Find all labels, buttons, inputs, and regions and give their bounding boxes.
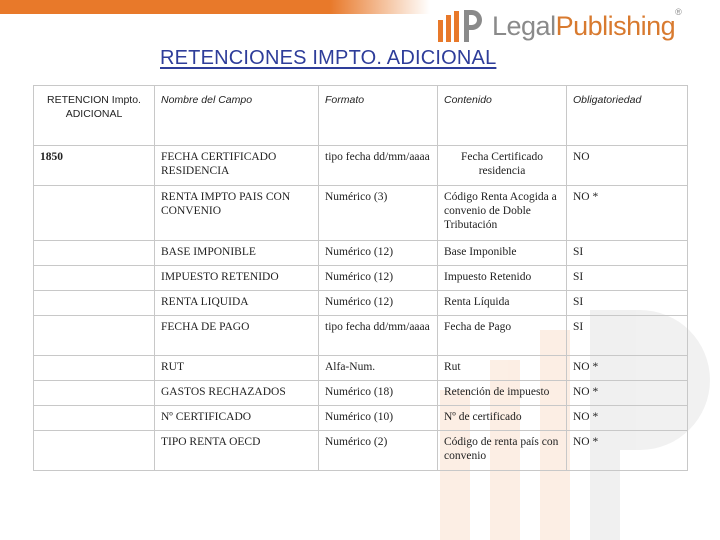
table-row (34, 406, 688, 431)
cell-campo: RENTA LIQUIDA (155, 291, 319, 316)
cell-campo: FECHA CERTIFICADO RESIDENCIA (155, 146, 319, 186)
table-row (34, 381, 688, 406)
registered-mark: ® (675, 6, 682, 17)
cell-formato: Numérico (3) (319, 186, 438, 241)
cell-campo: IMPUESTO RETENIDO (155, 266, 319, 291)
cell-contenido: Código de renta país con convenio (438, 431, 567, 471)
cell-formato: Alfa-Num. (319, 356, 438, 381)
retencion-code: 1850 (34, 146, 155, 186)
empty-cell (34, 241, 155, 266)
cell-contenido: Retención de impuesto (438, 381, 567, 406)
cell-campo: Nº CERTIFICADO (155, 406, 319, 431)
empty-cell (34, 266, 155, 291)
cell-formato: Numérico (12) (319, 291, 438, 316)
cell-obligatoriedad: NO * (567, 406, 688, 431)
header-nombre-campo: Nombre del Campo (155, 86, 319, 146)
header-formato: Formato (319, 86, 438, 146)
cell-campo: RUT (155, 356, 319, 381)
empty-cell (34, 406, 155, 431)
cell-obligatoriedad: NO * (567, 381, 688, 406)
header-retencion: RETENCION Impto. ADICIONAL (34, 86, 155, 146)
empty-cell (34, 186, 155, 241)
table-row (34, 186, 688, 241)
cell-obligatoriedad: NO * (567, 431, 688, 471)
table-row (34, 241, 688, 266)
empty-cell (34, 356, 155, 381)
header-contenido: Contenido (438, 86, 567, 146)
header-obligatoriedad: Obligatoriedad (567, 86, 688, 146)
logo-text-legal: Legal (492, 10, 556, 41)
legalpublishing-logo (432, 4, 681, 48)
header-accent-fade (330, 0, 430, 14)
logo-mark-icon (432, 6, 492, 46)
cell-campo: FECHA DE PAGO (155, 316, 319, 356)
cell-formato: Numérico (12) (319, 266, 438, 291)
cell-formato: Numérico (18) (319, 381, 438, 406)
cell-obligatoriedad: SI (567, 316, 688, 356)
table-row (34, 291, 688, 316)
cell-contenido: Renta Líquida (438, 291, 567, 316)
cell-contenido: Base Imponible (438, 241, 567, 266)
cell-campo: TIPO RENTA OECD (155, 431, 319, 471)
cell-obligatoriedad: SI (567, 291, 688, 316)
table-row (34, 356, 688, 381)
empty-cell (34, 431, 155, 471)
cell-formato: Numérico (10) (319, 406, 438, 431)
cell-contenido: Impuesto Retenido (438, 266, 567, 291)
cell-formato: Numérico (12) (319, 241, 438, 266)
table-row (34, 146, 688, 186)
logo-text-publishing: Publishing (555, 10, 676, 41)
cell-obligatoriedad: SI (567, 241, 688, 266)
cell-contenido: Rut (438, 356, 567, 381)
cell-contenido: Fecha de Pago (438, 316, 567, 356)
retenciones-table (33, 85, 688, 471)
table-row (34, 316, 688, 356)
table-header-row (34, 86, 688, 146)
table-row (34, 431, 688, 471)
cell-contenido: Código Renta Acogida a convenio de Doble Tributación (438, 186, 567, 241)
cell-campo: RENTA IMPTO PAIS CON CONVENIO (155, 186, 319, 241)
empty-cell (34, 381, 155, 406)
table-row (34, 266, 688, 291)
empty-cell (34, 316, 155, 356)
cell-formato: Numérico (2) (319, 431, 438, 471)
page-title: RETENCIONES IMPTO. ADICIONAL (160, 47, 497, 69)
cell-campo: GASTOS RECHAZADOS (155, 381, 319, 406)
cell-campo: BASE IMPONIBLE (155, 241, 319, 266)
cell-formato: tipo fecha dd/mm/aaaa (319, 146, 438, 186)
empty-cell (34, 291, 155, 316)
cell-obligatoriedad: NO * (567, 356, 688, 381)
cell-obligatoriedad: SI (567, 266, 688, 291)
cell-contenido: Fecha Certificado residencia (438, 146, 567, 186)
cell-contenido: Nº de certificado (438, 406, 567, 431)
cell-obligatoriedad: NO (567, 146, 688, 186)
cell-formato: tipo fecha dd/mm/aaaa (319, 316, 438, 356)
cell-obligatoriedad: NO * (567, 186, 688, 241)
